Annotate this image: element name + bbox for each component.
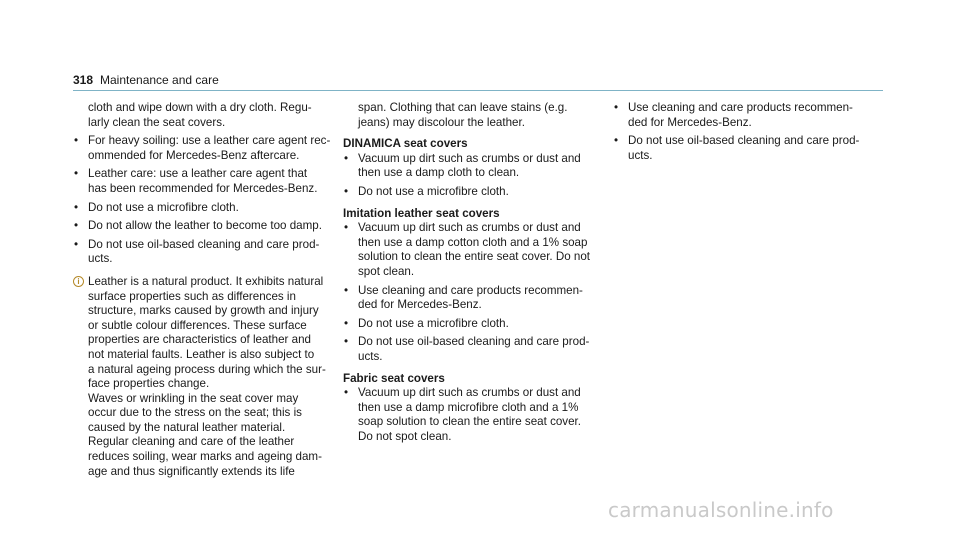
imitation-heading: Imitation leather seat covers — [343, 206, 500, 220]
leather-care-list — [73, 134, 331, 267]
list-item: • Do not use oil-based cleaning and care prod- ucts. — [74, 237, 320, 266]
list-item: • Vacuum up dirt such as crumbs or dust and then use a damp cloth to clean. — [344, 151, 581, 180]
list-item: • Leather care: use a leather care agent that has been recommended for Mercedes-Benz. — [74, 167, 318, 195]
intro-paragraph: span. Clothing that can leave stains (e.g. jeans) may discolour the leather. — [358, 101, 568, 129]
info-note: i Leather is a natural product. It exhibits natural surface properties such as differences in structure, marks caused by growth and injury or subtle colour differences. These surface properties are characteristics of leather and not material faults. Leather is also subject to a natural ageing process during which the sur- face properties change. Waves or wrinkling in the seat cover may occur due to the stress on the seat; this is caused by the natural leather material. Regular cleaning and care of the leather reduces soiling, wear marks and ageing dam- age and thus significantly extends its life — [73, 275, 328, 479]
list-item: • Do not use a microfibre cloth. — [344, 316, 509, 330]
column-1 — [73, 101, 331, 479]
list-item: • Vacuum up dirt such as crumbs or dust and then use a damp microfibre cloth and a 1% soap solution to clean the entire seat cover. Do not spot clean. — [344, 386, 581, 443]
list-item: • Do not use a microfibre cloth. — [344, 184, 509, 198]
list-item: • Do not use oil-based cleaning and care prod- ucts. — [614, 134, 860, 162]
page-number: 318 — [73, 73, 94, 87]
list-item: • Use cleaning and care products recommen- ded for Mercedes-Benz. — [614, 101, 853, 129]
column-3 — [613, 101, 868, 163]
info-icon: i — [73, 276, 84, 287]
header-divider — [73, 90, 883, 91]
fabric-list-continued — [613, 101, 868, 163]
column-2 — [343, 101, 598, 444]
imitation-list — [343, 221, 598, 364]
dinamica-heading: DINAMICA seat covers — [343, 137, 468, 151]
intro-paragraph: cloth and wipe down with a dry cloth. Regu- larly clean the seat covers. — [88, 101, 312, 129]
page-header — [73, 73, 883, 91]
fabric-heading: Fabric seat covers — [343, 371, 445, 385]
section-title: Maintenance and care — [100, 73, 219, 87]
list-item: • Do not use a microfibre cloth. — [74, 200, 239, 214]
watermark: carmanualsonline.info — [608, 498, 834, 522]
list-item: • Do not use oil-based cleaning and care prod- ucts. — [344, 335, 590, 363]
list-item: • Do not allow the leather to become too damp. — [74, 219, 322, 233]
list-item: • For heavy soiling: use a leather care agent rec- ommended for Mercedes-Benz aftercare. — [74, 134, 331, 162]
list-item: • Use cleaning and care products recommen- ded for Mercedes-Benz. — [344, 283, 583, 312]
fabric-list — [343, 386, 598, 444]
dinamica-list — [343, 152, 598, 200]
list-item: • Vacuum up dirt such as crumbs or dust and then use a damp cotton cloth and a 1% soap solution to clean the entire seat cover. Do not spot clean. — [344, 221, 591, 278]
